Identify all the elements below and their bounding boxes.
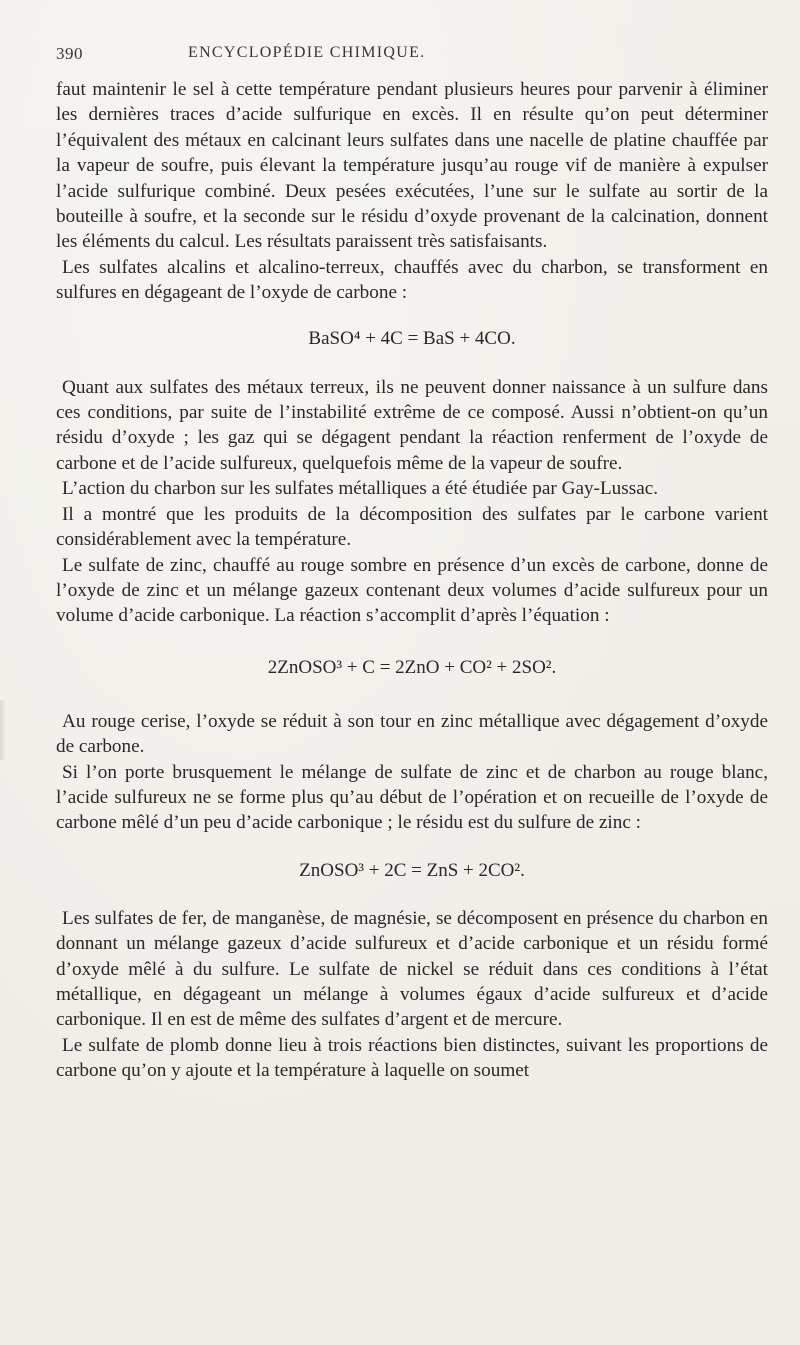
paragraph-9: Les sulfates de fer, de manganèse, de magnésie, se décomposent en présence du charbon en donnant un mélange gazeux d’acide sulfureux et d’acide carbonique et un résidu formé d’oxyde mêlé à du sulfure. Le sulfate de nickel se réduit dans ces conditions à l’état métallique, en dégageant un mélange à volumes égaux d’acide sulfureux et d’acide carbonique. Il en est de même des sulfates d’argent et de mercure. <box>56 907 768 1031</box>
paragraph-3: Quant aux sulfates des métaux terreux, ils ne peuvent donner naissance à un sulfure dans ces conditions, par suite de l’instabilité extrême de ce composé. Aussi n’obtient-on qu’un résidu d’oxyde ; les gaz qui se dégagent pendant la réaction renferment de l’oxyde de carbone et de l’acide sulfureux, quelquefois même de la vapeur de soufre. <box>56 376 768 474</box>
page-number: 390 <box>56 44 83 63</box>
paragraph-8: Si l’on porte brusquement le mélange de sulfate de zinc et de charbon au rouge blanc, l’acide sulfureux ne se forme plus qu’au début de l’opération et on recueille de l’oxyde de carbone mêlé d’un peu d’acide carbonique ; le résidu est du sulfure de zinc : <box>56 761 768 834</box>
paragraph-10: Le sulfate de plomb donne lieu à trois réactions bien distinctes, suivant les proportions de carbone qu’on y ajoute et la température à laquelle on soumet <box>56 1034 768 1082</box>
page-header <box>56 44 756 68</box>
equation-znoso3-c: 2ZnOSO³ + C = 2ZnO + CO² + 2SO². <box>267 656 557 678</box>
paragraph-4: L’action du charbon sur les sulfates métalliques a été étudiée par Gay-Lussac. <box>62 478 659 500</box>
paragraph-1: faut maintenir le sel à cette température pendant plusieurs heures pour parvenir à éliminer les dernières traces d’acide sulfurique en excès. Il en résulte qu’on peut déterminer l’équivalent des métaux en calcinant leurs sulfates dans une nacelle de platine chauffée par la vapeur de soufre, puis élevant la température jusqu’au rouge vif de manière à expulser l’acide sulfurique combiné. Deux pesées exécutées, l’une sur le sulfate au sortir de la bouteille à soufre, et la seconde sur le résidu d’oxyde provenant de la calcination, donnent les éléments du calcul. Les résultats paraissent très satisfaisants. <box>56 79 768 253</box>
paragraph-2: Les sulfates alcalins et alcalino-terreux, chauffés avec du charbon, se transforment en sulfures en dégageant de l’oxyde de carbone : <box>56 256 768 304</box>
paragraph-6: Le sulfate de zinc, chauffé au rouge sombre en présence d’un excès de carbone, donne de l’oxyde de zinc et un mélange gazeux contenant deux volumes d’acide sulfureux pour un volume d’acide carbonique. La réaction s’accomplit d’après l’équation : <box>56 554 768 627</box>
equation-baso4: BaSO⁴ + 4C = BaS + 4CO. <box>308 327 516 349</box>
equation-znoso3-2c: ZnOSO³ + 2C = ZnS + 2CO². <box>299 859 525 881</box>
page-edge-shadow <box>0 700 6 760</box>
running-head: ENCYCLOPÉDIE CHIMIQUE. <box>188 44 426 61</box>
paragraph-5: Il a montré que les produits de la décomposition des sulfates par le carbone varient considérablement avec la température. <box>56 503 768 551</box>
body-text <box>56 77 768 1084</box>
paragraph-7: Au rouge cerise, l’oxyde se réduit à son tour en zinc métallique avec dégagement d’oxyde de carbone. <box>56 710 768 758</box>
